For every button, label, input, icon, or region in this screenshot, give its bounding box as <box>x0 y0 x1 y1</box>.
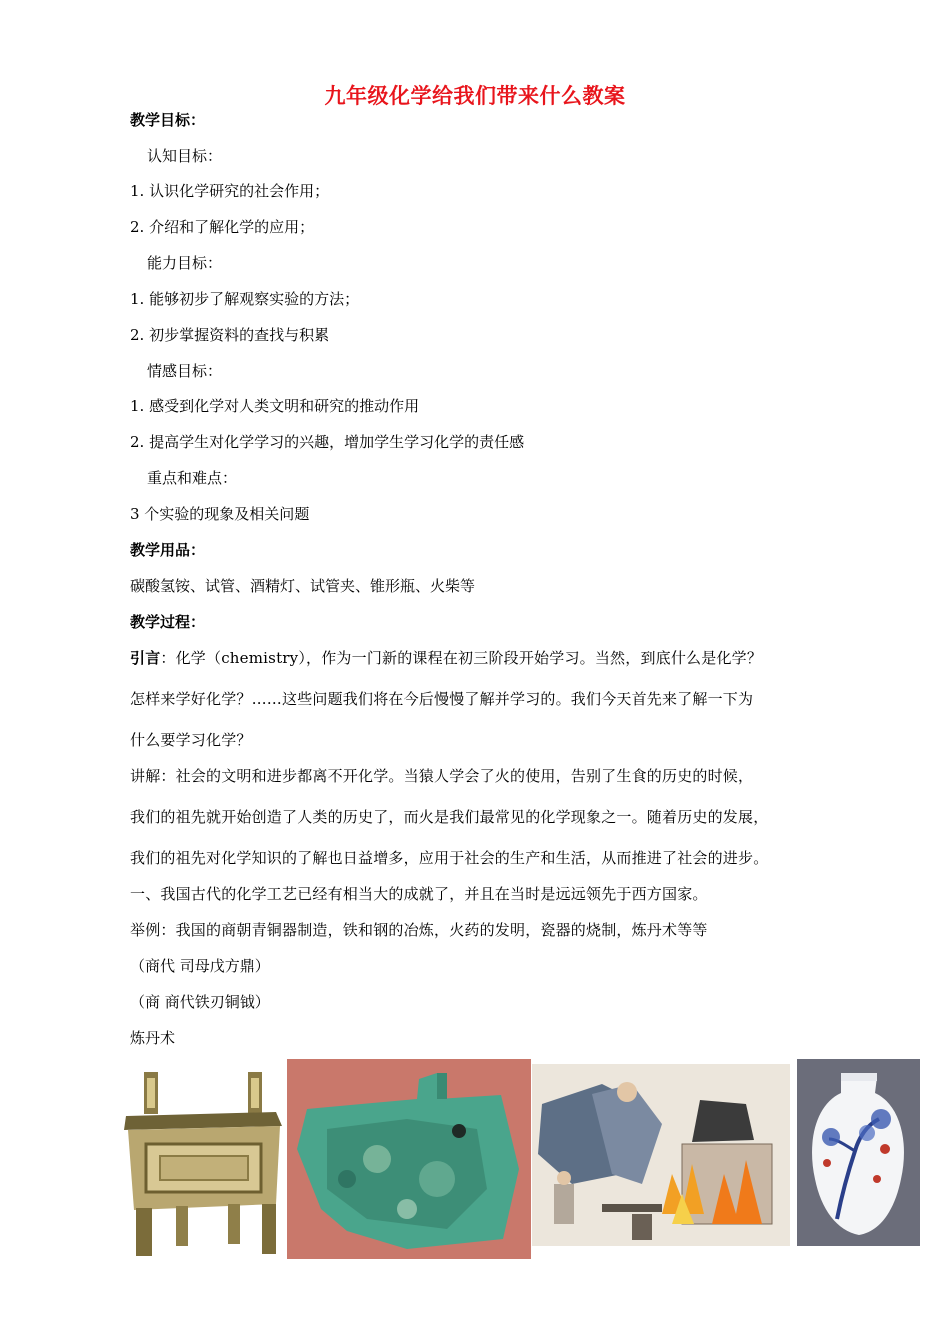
materials-text: 碳酸氢铵、试管、酒精灯、试管夹、锥形瓶、火柴等 <box>130 577 476 595</box>
intro-line-2: 怎样来学好化学？……这些问题我们将在今后慢慢了解并学习的。我们今天首先来了解一下为 <box>130 690 754 708</box>
process-heading: 教学过程： <box>130 613 206 631</box>
porcelain-vase-image <box>797 1059 920 1246</box>
cognitive-item-2: 2. 介绍和了解化学的应用； <box>130 218 315 236</box>
emotion-item-2: 2. 提高学生对化学学习的兴趣，增加学生学习化学的责任感 <box>130 433 525 451</box>
explain-line-2: 我们的祖先就开始创造了人类的历史了，而火是我们最常见的化学现象之一。随着历史的发展， <box>130 808 769 826</box>
intro-text-1: ：化学（chemistry），作为一门新的课程在初三阶段开始学习。当然，到底什么是化学？ <box>160 649 763 667</box>
ability-item-2: 2. 初步掌握资料的查找与积累 <box>130 326 330 344</box>
caption-alchemy: 炼丹术 <box>130 1029 176 1047</box>
explain-line-3: 我们的祖先对化学知识的了解也日益增多，应用于社会的生产和生活，从而推进了社会的进步。 <box>130 849 769 867</box>
ability-item-1: 1. 能够初步了解观察实验的方法； <box>130 290 360 308</box>
bronze-axe-image <box>287 1059 531 1259</box>
materials-heading: 教学用品： <box>130 541 206 559</box>
page-title: 九年级化学给我们带来什么教案 <box>324 84 626 108</box>
keypoints-text: 3 个实验的现象及相关问题 <box>130 505 310 523</box>
alchemy-image <box>532 1064 790 1246</box>
explain-line-4: 一、我国古代的化学工艺已经有相当大的成就了，并且在当时是远远领先于西方国家。 <box>130 885 708 903</box>
intro-line-1 <box>130 648 762 668</box>
emotion-item-1: 1. 感受到化学对人类文明和研究的推动作用 <box>130 397 420 415</box>
ability-heading: 能力目标： <box>147 254 223 272</box>
caption-axe: （商 商代铁刃铜钺） <box>130 993 270 1011</box>
bronze-ding-image <box>116 1064 286 1260</box>
emotion-heading: 情感目标： <box>147 362 223 380</box>
keypoints-heading: 重点和难点： <box>147 469 238 487</box>
intro-label: 引言 <box>130 649 161 667</box>
explain-line-5: 举例：我国的商朝青铜器制造，铁和钢的冶炼，火药的发明，瓷器的烧制，炼丹术等等 <box>130 921 708 939</box>
caption-ding: （商代 司母戊方鼎） <box>130 957 270 975</box>
intro-line-3: 什么要学习化学？ <box>130 731 252 749</box>
cognitive-item-1: 1. 认识化学研究的社会作用； <box>130 182 330 200</box>
cognitive-heading: 认知目标： <box>147 147 223 165</box>
explain-line-1: 讲解：社会的文明和进步都离不开化学。当猿人学会了火的使用，告别了生食的历史的时候， <box>130 767 754 785</box>
objectives-heading: 教学目标： <box>130 111 206 129</box>
